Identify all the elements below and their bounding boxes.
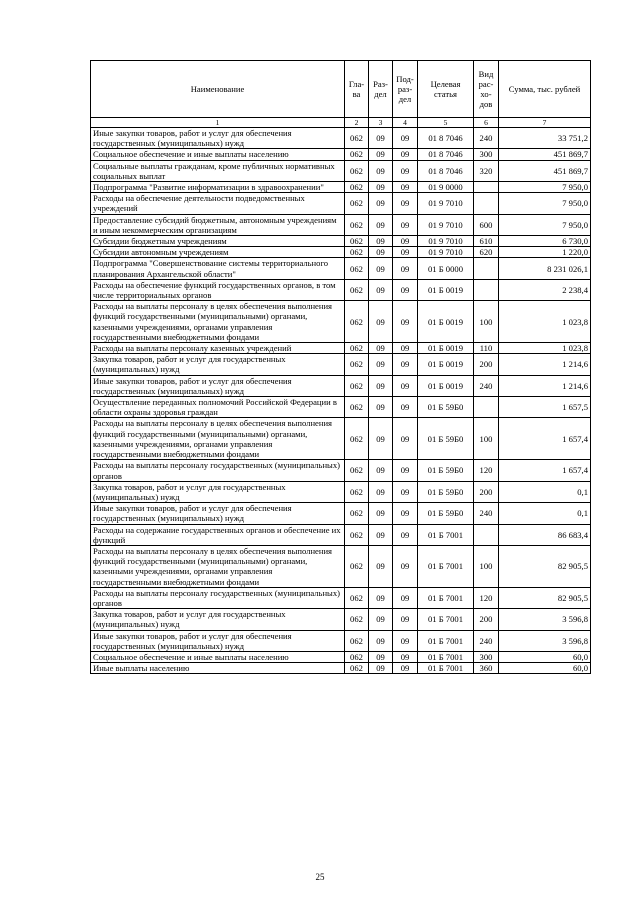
row-podrazdel: 09 (393, 182, 418, 193)
row-name: Субсидии бюджетным учреждениям (91, 236, 345, 247)
row-summa: 2 238,4 (499, 279, 591, 300)
row-summa: 82 905,5 (499, 545, 591, 587)
row-name: Иные закупки товаров, работ и услуг для обеспечения государственных (муниципальных) нужд (91, 128, 345, 149)
row-summa: 8 231 026,1 (499, 258, 591, 279)
row-razdel: 09 (369, 524, 393, 545)
row-vid: 240 (474, 503, 499, 524)
row-celevaya: 01 8 7046 (418, 128, 474, 149)
table-row (91, 301, 591, 343)
row-podrazdel: 09 (393, 193, 418, 214)
column-number: 6 (474, 118, 499, 128)
row-razdel: 09 (369, 651, 393, 662)
row-celevaya: 01 Б 59Б0 (418, 460, 474, 481)
row-summa: 1 657,4 (499, 418, 591, 460)
row-podrazdel: 09 (393, 375, 418, 396)
row-name: Расходы на выплаты персоналу государственных (муниципальных) органов (91, 460, 345, 481)
row-glava: 062 (345, 160, 369, 181)
row-podrazdel: 09 (393, 663, 418, 674)
row-vid: 120 (474, 460, 499, 481)
row-glava: 062 (345, 193, 369, 214)
row-summa: 451 869,7 (499, 149, 591, 160)
row-vid: 620 (474, 247, 499, 258)
header-razdel: Раз-дел (369, 61, 393, 118)
row-podrazdel: 09 (393, 279, 418, 300)
row-vid: 610 (474, 236, 499, 247)
row-glava: 062 (345, 128, 369, 149)
row-glava: 062 (345, 397, 369, 418)
row-glava: 062 (345, 247, 369, 258)
row-razdel: 09 (369, 258, 393, 279)
row-podrazdel: 09 (393, 258, 418, 279)
row-vid: 100 (474, 418, 499, 460)
row-razdel: 09 (369, 418, 393, 460)
row-podrazdel: 09 (393, 343, 418, 354)
row-podrazdel: 09 (393, 524, 418, 545)
row-summa: 6 730,0 (499, 236, 591, 247)
row-summa: 7 950,0 (499, 193, 591, 214)
row-vid: 100 (474, 545, 499, 587)
table-row (91, 354, 591, 375)
row-vid: 360 (474, 663, 499, 674)
row-celevaya: 01 8 7046 (418, 160, 474, 181)
row-podrazdel: 09 (393, 460, 418, 481)
row-vid: 100 (474, 301, 499, 343)
column-number-row (91, 118, 591, 128)
table-row (91, 193, 591, 214)
column-number: 4 (393, 118, 418, 128)
table-row (91, 149, 591, 160)
header-name: Наименование (91, 61, 345, 118)
row-vid: 240 (474, 375, 499, 396)
row-name: Расходы на выплаты персоналу в целях обеспечения выполнения функций государственными (муниципальными) органами, казенными учреждениями, органами управления государственными внебюджетными фондами (91, 418, 345, 460)
header-podrazdel: Под-раз-дел (393, 61, 418, 118)
row-summa: 1 023,8 (499, 301, 591, 343)
row-podrazdel: 09 (393, 149, 418, 160)
table-row (91, 663, 591, 674)
row-razdel: 09 (369, 354, 393, 375)
header-vid: Вид рас-хо-дов (474, 61, 499, 118)
row-razdel: 09 (369, 236, 393, 247)
row-summa: 0,1 (499, 503, 591, 524)
row-vid: 120 (474, 587, 499, 608)
row-razdel: 09 (369, 481, 393, 502)
row-glava: 062 (345, 545, 369, 587)
table-row (91, 247, 591, 258)
row-podrazdel: 09 (393, 587, 418, 608)
row-razdel: 09 (369, 375, 393, 396)
row-vid (474, 279, 499, 300)
row-celevaya: 01 Б 0019 (418, 354, 474, 375)
row-glava: 062 (345, 354, 369, 375)
table-body (91, 128, 591, 674)
row-name: Подпрограмма "Развитие информатизации в здравоохранении" (91, 182, 345, 193)
row-summa: 451 869,7 (499, 160, 591, 181)
row-summa: 0,1 (499, 481, 591, 502)
row-vid: 200 (474, 354, 499, 375)
row-celevaya: 01 Б 0000 (418, 258, 474, 279)
row-name: Иные закупки товаров, работ и услуг для обеспечения государственных (муниципальных) нужд (91, 630, 345, 651)
row-name: Осуществление переданных полномочий Российской Федерации в области охраны здоровья граждан (91, 397, 345, 418)
row-podrazdel: 09 (393, 545, 418, 587)
row-razdel: 09 (369, 279, 393, 300)
row-celevaya: 01 9 7010 (418, 247, 474, 258)
row-name: Субсидии автономным учреждениям (91, 247, 345, 258)
table-row (91, 587, 591, 608)
table-row (91, 375, 591, 396)
row-razdel: 09 (369, 149, 393, 160)
row-podrazdel: 09 (393, 630, 418, 651)
row-podrazdel: 09 (393, 503, 418, 524)
table-row (91, 524, 591, 545)
row-podrazdel: 09 (393, 214, 418, 235)
row-glava: 062 (345, 587, 369, 608)
row-glava: 062 (345, 301, 369, 343)
row-razdel: 09 (369, 587, 393, 608)
row-summa: 1 023,8 (499, 343, 591, 354)
row-podrazdel: 09 (393, 354, 418, 375)
row-glava: 062 (345, 630, 369, 651)
row-vid (474, 193, 499, 214)
table-row (91, 418, 591, 460)
row-summa: 7 950,0 (499, 214, 591, 235)
column-number: 1 (91, 118, 345, 128)
row-vid: 240 (474, 630, 499, 651)
row-vid (474, 524, 499, 545)
table-row (91, 481, 591, 502)
row-razdel: 09 (369, 128, 393, 149)
row-podrazdel: 09 (393, 397, 418, 418)
row-razdel: 09 (369, 214, 393, 235)
row-name: Закупка товаров, работ и услуг для государственных (муниципальных) нужд (91, 481, 345, 502)
row-summa: 60,0 (499, 663, 591, 674)
row-vid: 300 (474, 651, 499, 662)
row-vid: 240 (474, 128, 499, 149)
row-razdel: 09 (369, 609, 393, 630)
row-razdel: 09 (369, 182, 393, 193)
table-row (91, 343, 591, 354)
row-summa: 33 751,2 (499, 128, 591, 149)
row-name: Закупка товаров, работ и услуг для государственных (муниципальных) нужд (91, 609, 345, 630)
row-razdel: 09 (369, 397, 393, 418)
row-name: Расходы на выплаты персоналу в целях обеспечения выполнения функций государственными (муниципальными) органами, казенными учреждениями, органами управления государственными внебюджетными фондами (91, 545, 345, 587)
row-name: Расходы на выплаты персоналу казенных учреждений (91, 343, 345, 354)
table-row (91, 258, 591, 279)
row-razdel: 09 (369, 301, 393, 343)
row-glava: 062 (345, 182, 369, 193)
row-razdel: 09 (369, 247, 393, 258)
row-glava: 062 (345, 460, 369, 481)
row-celevaya: 01 Б 0019 (418, 375, 474, 396)
row-celevaya: 01 Б 7001 (418, 651, 474, 662)
row-name: Расходы на выплаты персоналу государственных (муниципальных) органов (91, 587, 345, 608)
row-razdel: 09 (369, 663, 393, 674)
row-name: Закупка товаров, работ и услуг для государственных (муниципальных) нужд (91, 354, 345, 375)
row-vid: 600 (474, 214, 499, 235)
header-glava: Гла-ва (345, 61, 369, 118)
row-summa: 60,0 (499, 651, 591, 662)
row-glava: 062 (345, 503, 369, 524)
row-razdel: 09 (369, 160, 393, 181)
row-name: Иные выплаты населению (91, 663, 345, 674)
row-summa: 3 596,8 (499, 609, 591, 630)
row-celevaya: 01 Б 59Б0 (418, 418, 474, 460)
row-glava: 062 (345, 663, 369, 674)
row-glava: 062 (345, 609, 369, 630)
row-summa: 1 657,4 (499, 460, 591, 481)
row-name: Расходы на выплаты персоналу в целях обеспечения выполнения функций государственными (муниципальными) органами, казенными учреждениями, органами управления государственными внебюджетными фондами (91, 301, 345, 343)
row-vid: 320 (474, 160, 499, 181)
row-celevaya: 01 Б 7001 (418, 524, 474, 545)
row-name: Подпрограмма "Совершенствование системы территориального планирования Архангельской области" (91, 258, 345, 279)
header-summa: Сумма, тыс. рублей (499, 61, 591, 118)
row-summa: 1 214,6 (499, 354, 591, 375)
table-row (91, 214, 591, 235)
row-name: Социальное обеспечение и иные выплаты населению (91, 149, 345, 160)
row-name: Расходы на содержание государственных органов и обеспечение их функций (91, 524, 345, 545)
header-row (91, 61, 591, 118)
table-row (91, 630, 591, 651)
row-celevaya: 01 Б 59Б0 (418, 397, 474, 418)
row-razdel: 09 (369, 545, 393, 587)
row-celevaya: 01 Б 7001 (418, 545, 474, 587)
row-summa: 82 905,5 (499, 587, 591, 608)
table-row (91, 160, 591, 181)
row-podrazdel: 09 (393, 160, 418, 181)
row-glava: 062 (345, 236, 369, 247)
row-name: Расходы на обеспечение деятельности подведомственных учреждений (91, 193, 345, 214)
row-glava: 062 (345, 258, 369, 279)
table-row (91, 279, 591, 300)
column-number: 2 (345, 118, 369, 128)
row-glava: 062 (345, 279, 369, 300)
row-glava: 062 (345, 149, 369, 160)
row-celevaya: 01 Б 59Б0 (418, 503, 474, 524)
row-vid: 300 (474, 149, 499, 160)
row-glava: 062 (345, 651, 369, 662)
header-celevaya: Целевая статья (418, 61, 474, 118)
row-summa: 1 657,5 (499, 397, 591, 418)
row-celevaya: 01 9 0000 (418, 182, 474, 193)
row-vid (474, 182, 499, 193)
row-celevaya: 01 Б 7001 (418, 587, 474, 608)
row-podrazdel: 09 (393, 418, 418, 460)
row-razdel: 09 (369, 630, 393, 651)
table-row (91, 503, 591, 524)
row-celevaya: 01 Б 7001 (418, 609, 474, 630)
row-podrazdel: 09 (393, 609, 418, 630)
row-name: Иные закупки товаров, работ и услуг для обеспечения государственных (муниципальных) нужд (91, 503, 345, 524)
budget-table (90, 60, 591, 674)
row-glava: 062 (345, 481, 369, 502)
row-podrazdel: 09 (393, 651, 418, 662)
row-vid (474, 397, 499, 418)
row-vid: 110 (474, 343, 499, 354)
table-row (91, 182, 591, 193)
row-celevaya: 01 9 7010 (418, 236, 474, 247)
table-row (91, 651, 591, 662)
row-celevaya: 01 9 7010 (418, 193, 474, 214)
column-number: 5 (418, 118, 474, 128)
row-podrazdel: 09 (393, 481, 418, 502)
row-glava: 062 (345, 524, 369, 545)
table-row (91, 128, 591, 149)
table-row (91, 545, 591, 587)
page-number: 25 (315, 872, 325, 882)
table-row (91, 236, 591, 247)
row-name: Предоставление субсидий бюджетным, автономным учреждениям и иным некоммерческим организациям (91, 214, 345, 235)
row-celevaya: 01 8 7046 (418, 149, 474, 160)
row-celevaya: 01 Б 0019 (418, 301, 474, 343)
column-number: 3 (369, 118, 393, 128)
row-podrazdel: 09 (393, 236, 418, 247)
row-celevaya: 01 9 7010 (418, 214, 474, 235)
row-name: Социальное обеспечение и иные выплаты населению (91, 651, 345, 662)
row-podrazdel: 09 (393, 247, 418, 258)
row-razdel: 09 (369, 343, 393, 354)
row-name: Социальные выплаты гражданам, кроме публичных нормативных социальных выплат (91, 160, 345, 181)
row-summa: 86 683,4 (499, 524, 591, 545)
row-vid (474, 258, 499, 279)
column-number: 7 (499, 118, 591, 128)
row-celevaya: 01 Б 59Б0 (418, 481, 474, 502)
row-razdel: 09 (369, 460, 393, 481)
row-summa: 1 214,6 (499, 375, 591, 396)
row-name: Расходы на обеспечение функций государственных органов, в том числе территориальных органов (91, 279, 345, 300)
row-vid: 200 (474, 481, 499, 502)
table-row (91, 609, 591, 630)
row-razdel: 09 (369, 503, 393, 524)
row-podrazdel: 09 (393, 128, 418, 149)
row-glava: 062 (345, 214, 369, 235)
table-row (91, 397, 591, 418)
row-summa: 1 220,0 (499, 247, 591, 258)
row-celevaya: 01 Б 7001 (418, 663, 474, 674)
row-vid: 200 (474, 609, 499, 630)
row-celevaya: 01 Б 7001 (418, 630, 474, 651)
table-row (91, 460, 591, 481)
row-celevaya: 01 Б 0019 (418, 343, 474, 354)
row-celevaya: 01 Б 0019 (418, 279, 474, 300)
row-glava: 062 (345, 418, 369, 460)
row-podrazdel: 09 (393, 301, 418, 343)
row-razdel: 09 (369, 193, 393, 214)
row-glava: 062 (345, 375, 369, 396)
row-name: Иные закупки товаров, работ и услуг для обеспечения государственных (муниципальных) нужд (91, 375, 345, 396)
row-summa: 7 950,0 (499, 182, 591, 193)
row-glava: 062 (345, 343, 369, 354)
row-summa: 3 596,8 (499, 630, 591, 651)
